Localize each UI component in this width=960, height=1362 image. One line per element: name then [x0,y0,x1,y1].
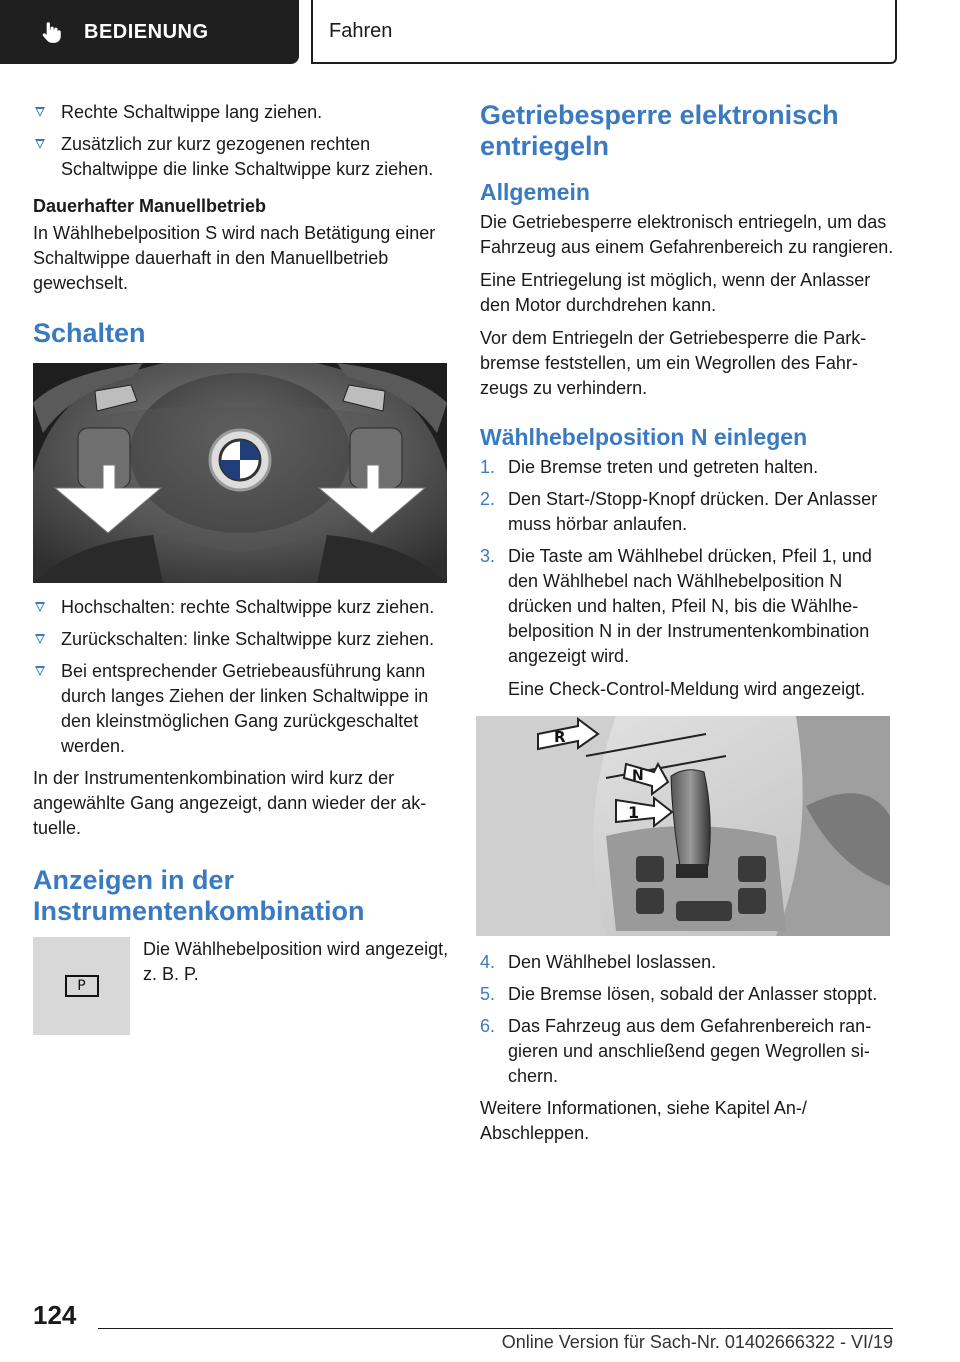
chapter-label: Fahren [329,19,393,42]
schalten-heading: Schalten [33,318,146,348]
anzeigen-heading: Anzeigen in der Instrumentenkombination [33,865,365,926]
closing-text: Weitere Informationen, siehe Kapitel An-/ Abschleppen. [480,1098,807,1143]
figure-label-r: R [554,728,566,746]
step3-note: Eine Check-Control-Meldung wird angezeigt. [508,679,866,699]
instrument-cluster-figure [33,937,130,1035]
gear-indicator: P [65,975,99,997]
step-item: 1. Die Bremse treten und getreten halten. [480,457,819,477]
chapter-tab [311,0,897,64]
bullet-item: Bei entsprechender Getriebeausführung kann durch langes Ziehen der linken Schaltwippe in den kleinstmöglichen Gang zurückgeschaltet werden. [33,659,449,759]
n-heading: Wählhebelposition N einlegen [480,424,808,450]
main-heading: Getriebesperre elektronisch entriegeln [480,100,839,161]
triangle-bullet-icon [35,107,45,117]
step-item: 3. Die Taste am Wählhebel drücken, Pfeil 1, und den Wählhebel nach Wählhebelposition N drücken und halten, Pfeil N, bis die Wählhebelposition N in der Instrumentenkombination angezeigt wird. Eine Check-Control-Meldung wird angezeigt. [480,544,898,702]
allgemein-paragraph: Die Getriebesperre elektronisch entriegeln, um das Fahrzeug aus einem Gefahrenbereich zu rangieren. [480,212,894,257]
section-label: BEDIENUNG [84,20,209,43]
page-number: 124 [33,1300,77,1330]
hand-pointer-icon [38,19,64,45]
triangle-bullet-icon [35,634,45,644]
triangle-bullet-icon [35,602,45,612]
bullet-list-top [33,100,449,182]
bullet-item: Hochschalten: rechte Schaltwippe kurz ziehen. [33,595,449,620]
step-item: 6. Das Fahrzeug aus dem Gefahrenbereich rangieren und anschließend gegen Wegrollen sichern. [480,1016,872,1086]
triangle-bullet-icon [35,139,45,149]
section-tab [0,0,299,64]
left-column [33,100,449,1035]
allgemein-paragraph: Eine Entriegelung ist möglich, wenn der Anlasser den Motor durchdrehen kann. [480,270,871,315]
gear-lever-figure [476,716,890,936]
bullet-item: Rechte Schaltwippe lang ziehen. [33,100,449,125]
gear-lever-image [476,716,890,936]
steps-list-b [480,950,898,1089]
step-item: 2. Den Start-/Stopp-Knopf drücken. Der Anlasser muss hörbar anlaufen. [480,489,878,534]
schalten-text: In der Instrumentenkombination wird kurz der angewählte Gang angezeigt, dann wieder der aktuelle. [33,768,427,838]
footer-text: Online Version für Sach-Nr. 01402666322 - VI/19 [501,1332,893,1352]
footer-divider [98,1328,893,1329]
step-item: 4. Den Wählhebel loslassen. [480,952,717,972]
manual-heading: Dauerhafter Manuellbetrieb [33,196,267,216]
steering-wheel-figure [33,363,447,583]
bullet-list-schalten [33,595,449,759]
allgemein-paragraph: Vor dem Entriegeln der Getriebesperre die Parkbremse feststellen, um ein Wegrollen des Fahrzeugs zu verhindern. [480,328,867,398]
allgemein-heading: Allgemein [480,179,590,205]
anzeigen-text: Die Wählhebelposition wird angezeigt, z. B. P. [143,939,449,984]
steps-list-a [480,455,898,702]
step-item: 5. Die Bremse lösen, sobald der Anlasser stoppt. [480,984,878,1004]
figure-label-n: N [632,768,644,784]
figure-label-1: 1 [628,803,640,822]
manual-text: In Wählhebelposition S wird nach Betätigung einer Schaltwippe dauerhaft in den Manuellbetrieb gewechselt. [33,223,436,293]
right-column [480,100,898,1154]
steering-wheel-image [33,363,447,583]
triangle-bullet-icon [35,666,45,676]
anzeigen-row [33,937,449,1035]
bullet-item: Zusätzlich zur kurz gezogenen rechten Schaltwippe die linke Schaltwippe kurz ziehen. [33,132,449,182]
bullet-item: Zurückschalten: linke Schaltwippe kurz ziehen. [33,627,449,652]
